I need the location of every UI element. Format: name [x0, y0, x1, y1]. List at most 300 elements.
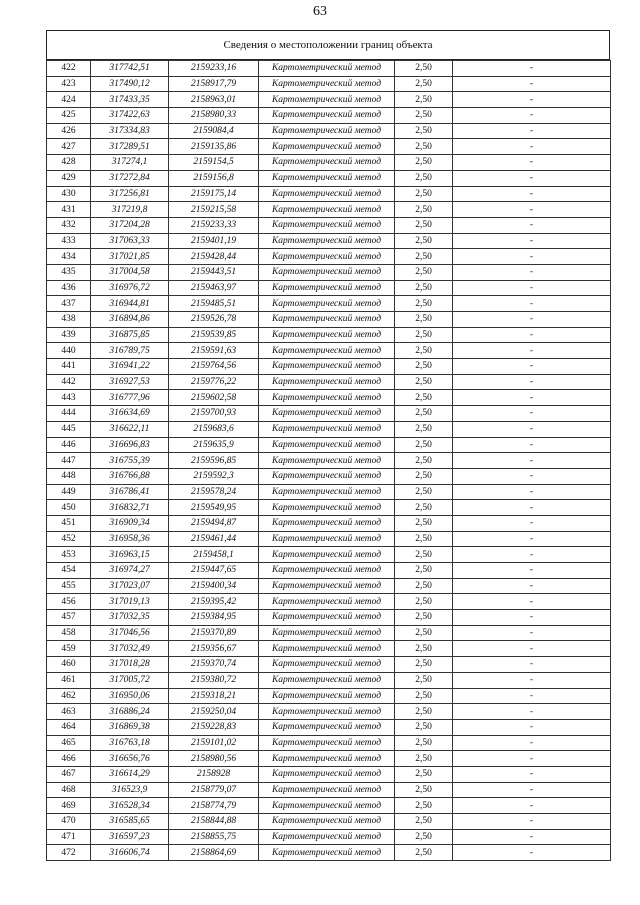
description-cell: -: [453, 343, 611, 359]
table-row: [47, 390, 611, 406]
description-cell: -: [453, 296, 611, 312]
x-coordinate-cell: 317334,83: [91, 123, 169, 139]
y-coordinate-cell: 2159461,44: [169, 531, 259, 547]
description-cell: -: [453, 625, 611, 641]
method-cell: Картометрический метод: [259, 421, 395, 437]
method-cell: Картометрический метод: [259, 108, 395, 124]
description-cell: -: [453, 657, 611, 673]
accuracy-cell: 2,50: [395, 594, 453, 610]
x-coordinate-cell: 316766,88: [91, 468, 169, 484]
point-number-cell: 469: [47, 798, 91, 814]
description-cell: -: [453, 829, 611, 845]
point-number-cell: 441: [47, 359, 91, 375]
method-cell: Картометрический метод: [259, 202, 395, 218]
point-number-cell: 425: [47, 108, 91, 124]
description-cell: -: [453, 672, 611, 688]
y-coordinate-cell: 2159700,93: [169, 406, 259, 422]
method-cell: Картометрический метод: [259, 672, 395, 688]
x-coordinate-cell: 316777,96: [91, 390, 169, 406]
method-cell: Картометрический метод: [259, 233, 395, 249]
x-coordinate-cell: 317019,13: [91, 594, 169, 610]
x-coordinate-cell: 316597,23: [91, 829, 169, 845]
method-cell: Картометрический метод: [259, 641, 395, 657]
description-cell: -: [453, 374, 611, 390]
description-cell: -: [453, 468, 611, 484]
point-number-cell: 422: [47, 61, 91, 77]
table-row: [47, 421, 611, 437]
accuracy-cell: 2,50: [395, 735, 453, 751]
x-coordinate-cell: 317021,85: [91, 249, 169, 265]
table-row: [47, 751, 611, 767]
x-coordinate-cell: 317256,81: [91, 186, 169, 202]
description-cell: -: [453, 735, 611, 751]
x-coordinate-cell: 317422,63: [91, 108, 169, 124]
point-number-cell: 464: [47, 719, 91, 735]
description-cell: -: [453, 139, 611, 155]
method-cell: Картометрический метод: [259, 719, 395, 735]
y-coordinate-cell: 2159135,86: [169, 139, 259, 155]
description-cell: -: [453, 531, 611, 547]
y-coordinate-cell: 2159494,87: [169, 515, 259, 531]
x-coordinate-cell: 316789,75: [91, 343, 169, 359]
method-cell: Картометрический метод: [259, 547, 395, 563]
y-coordinate-cell: 2159215,58: [169, 202, 259, 218]
x-coordinate-cell: 316606,74: [91, 845, 169, 861]
x-coordinate-cell: 317004,58: [91, 264, 169, 280]
method-cell: Картометрический метод: [259, 484, 395, 500]
point-number-cell: 466: [47, 751, 91, 767]
page-number: 63: [313, 4, 327, 19]
method-cell: Картометрический метод: [259, 280, 395, 296]
accuracy-cell: 2,50: [395, 766, 453, 782]
x-coordinate-cell: 316974,27: [91, 563, 169, 579]
method-cell: Картометрический метод: [259, 829, 395, 845]
y-coordinate-cell: 2159384,95: [169, 610, 259, 626]
method-cell: Картометрический метод: [259, 312, 395, 328]
table-row: [47, 625, 611, 641]
method-cell: Картометрический метод: [259, 170, 395, 186]
table-row: [47, 829, 611, 845]
y-coordinate-cell: 2158864,69: [169, 845, 259, 861]
method-cell: Картометрический метод: [259, 374, 395, 390]
description-cell: -: [453, 484, 611, 500]
point-number-cell: 443: [47, 390, 91, 406]
method-cell: Картометрический метод: [259, 406, 395, 422]
description-cell: -: [453, 327, 611, 343]
point-number-cell: 426: [47, 123, 91, 139]
description-cell: -: [453, 312, 611, 328]
table-row: [47, 343, 611, 359]
y-coordinate-cell: 2159458,1: [169, 547, 259, 563]
x-coordinate-cell: 317032,49: [91, 641, 169, 657]
x-coordinate-cell: 316528,34: [91, 798, 169, 814]
accuracy-cell: 2,50: [395, 374, 453, 390]
accuracy-cell: 2,50: [395, 359, 453, 375]
method-cell: Картометрический метод: [259, 688, 395, 704]
point-number-cell: 461: [47, 672, 91, 688]
method-cell: Картометрический метод: [259, 594, 395, 610]
accuracy-cell: 2,50: [395, 814, 453, 830]
table-row: [47, 814, 611, 830]
point-number-cell: 462: [47, 688, 91, 704]
description-cell: -: [453, 249, 611, 265]
x-coordinate-cell: 316869,38: [91, 719, 169, 735]
method-cell: Картометрический метод: [259, 515, 395, 531]
method-cell: Картометрический метод: [259, 798, 395, 814]
table-row: [47, 61, 611, 77]
description-cell: -: [453, 108, 611, 124]
table-row: [47, 155, 611, 171]
accuracy-cell: 2,50: [395, 751, 453, 767]
accuracy-cell: 2,50: [395, 437, 453, 453]
accuracy-cell: 2,50: [395, 453, 453, 469]
method-cell: Картометрический метод: [259, 845, 395, 861]
x-coordinate-cell: 316696,83: [91, 437, 169, 453]
table-row: [47, 531, 611, 547]
x-coordinate-cell: 316886,24: [91, 704, 169, 720]
table-row: [47, 719, 611, 735]
description-cell: -: [453, 500, 611, 516]
table-row: [47, 610, 611, 626]
point-number-cell: 442: [47, 374, 91, 390]
x-coordinate-cell: 316950,06: [91, 688, 169, 704]
y-coordinate-cell: 2158844,88: [169, 814, 259, 830]
table-row: [47, 437, 611, 453]
accuracy-cell: 2,50: [395, 500, 453, 516]
table-row: [47, 641, 611, 657]
x-coordinate-cell: 316585,65: [91, 814, 169, 830]
description-cell: -: [453, 202, 611, 218]
accuracy-cell: 2,50: [395, 217, 453, 233]
table-row: [47, 766, 611, 782]
point-number-cell: 453: [47, 547, 91, 563]
y-coordinate-cell: 2159428,44: [169, 249, 259, 265]
point-number-cell: 459: [47, 641, 91, 657]
point-number-cell: 451: [47, 515, 91, 531]
table-row: [47, 594, 611, 610]
table-row: [47, 264, 611, 280]
y-coordinate-cell: 2159154,5: [169, 155, 259, 171]
table-row: [47, 704, 611, 720]
description-cell: -: [453, 233, 611, 249]
method-cell: Картометрический метод: [259, 453, 395, 469]
x-coordinate-cell: 316944,81: [91, 296, 169, 312]
description-cell: -: [453, 610, 611, 626]
y-coordinate-cell: 2159228,83: [169, 719, 259, 735]
description-cell: -: [453, 406, 611, 422]
table-row: [47, 672, 611, 688]
description-cell: -: [453, 170, 611, 186]
accuracy-cell: 2,50: [395, 186, 453, 202]
method-cell: Картометрический метод: [259, 76, 395, 92]
x-coordinate-cell: 316786,41: [91, 484, 169, 500]
x-coordinate-cell: 316755,39: [91, 453, 169, 469]
x-coordinate-cell: 316634,69: [91, 406, 169, 422]
table-row: [47, 688, 611, 704]
table-row: [47, 782, 611, 798]
accuracy-cell: 2,50: [395, 845, 453, 861]
accuracy-cell: 2,50: [395, 563, 453, 579]
method-cell: Картометрический метод: [259, 155, 395, 171]
x-coordinate-cell: 316875,85: [91, 327, 169, 343]
method-cell: Картометрический метод: [259, 327, 395, 343]
accuracy-cell: 2,50: [395, 657, 453, 673]
method-cell: Картометрический метод: [259, 217, 395, 233]
table-row: [47, 123, 611, 139]
method-cell: Картометрический метод: [259, 343, 395, 359]
description-cell: -: [453, 688, 611, 704]
table-row: [47, 312, 611, 328]
x-coordinate-cell: 317063,33: [91, 233, 169, 249]
method-cell: Картометрический метод: [259, 610, 395, 626]
description-cell: -: [453, 155, 611, 171]
x-coordinate-cell: 317018,28: [91, 657, 169, 673]
point-number-cell: 449: [47, 484, 91, 500]
accuracy-cell: 2,50: [395, 343, 453, 359]
y-coordinate-cell: 2158980,33: [169, 108, 259, 124]
accuracy-cell: 2,50: [395, 170, 453, 186]
description-cell: -: [453, 782, 611, 798]
accuracy-cell: 2,50: [395, 123, 453, 139]
y-coordinate-cell: 2158774,79: [169, 798, 259, 814]
coordinates-table: [46, 60, 611, 861]
accuracy-cell: 2,50: [395, 610, 453, 626]
y-coordinate-cell: 2159250,04: [169, 704, 259, 720]
description-cell: -: [453, 798, 611, 814]
y-coordinate-cell: 2159526,78: [169, 312, 259, 328]
method-cell: Картометрический метод: [259, 657, 395, 673]
point-number-cell: 439: [47, 327, 91, 343]
point-number-cell: 440: [47, 343, 91, 359]
accuracy-cell: 2,50: [395, 327, 453, 343]
accuracy-cell: 2,50: [395, 202, 453, 218]
description-cell: -: [453, 453, 611, 469]
description-cell: -: [453, 515, 611, 531]
method-cell: Картометрический метод: [259, 296, 395, 312]
x-coordinate-cell: 317272,84: [91, 170, 169, 186]
y-coordinate-cell: 2159485,51: [169, 296, 259, 312]
y-coordinate-cell: 2159764,56: [169, 359, 259, 375]
point-number-cell: 467: [47, 766, 91, 782]
table-row: [47, 296, 611, 312]
description-cell: -: [453, 76, 611, 92]
table-row: [47, 500, 611, 516]
point-number-cell: 452: [47, 531, 91, 547]
table-row: [47, 217, 611, 233]
table-row: [47, 845, 611, 861]
method-cell: Картометрический метод: [259, 249, 395, 265]
point-number-cell: 427: [47, 139, 91, 155]
accuracy-cell: 2,50: [395, 468, 453, 484]
point-number-cell: 431: [47, 202, 91, 218]
description-cell: -: [453, 359, 611, 375]
x-coordinate-cell: 317274,1: [91, 155, 169, 171]
x-coordinate-cell: 317219,8: [91, 202, 169, 218]
y-coordinate-cell: 2159356,67: [169, 641, 259, 657]
method-cell: Картометрический метод: [259, 500, 395, 516]
x-coordinate-cell: 317005,72: [91, 672, 169, 688]
accuracy-cell: 2,50: [395, 641, 453, 657]
method-cell: Картометрический метод: [259, 766, 395, 782]
y-coordinate-cell: 2159463,97: [169, 280, 259, 296]
x-coordinate-cell: 316763,18: [91, 735, 169, 751]
description-cell: -: [453, 594, 611, 610]
x-coordinate-cell: 316614,29: [91, 766, 169, 782]
point-number-cell: 432: [47, 217, 91, 233]
y-coordinate-cell: 2159233,33: [169, 217, 259, 233]
point-number-cell: 465: [47, 735, 91, 751]
y-coordinate-cell: 2159443,51: [169, 264, 259, 280]
accuracy-cell: 2,50: [395, 296, 453, 312]
description-cell: -: [453, 814, 611, 830]
accuracy-cell: 2,50: [395, 249, 453, 265]
accuracy-cell: 2,50: [395, 719, 453, 735]
description-cell: -: [453, 704, 611, 720]
point-number-cell: 435: [47, 264, 91, 280]
point-number-cell: 444: [47, 406, 91, 422]
method-cell: Картометрический метод: [259, 92, 395, 108]
x-coordinate-cell: 317032,35: [91, 610, 169, 626]
y-coordinate-cell: 2159592,3: [169, 468, 259, 484]
x-coordinate-cell: 317490,12: [91, 76, 169, 92]
point-number-cell: 454: [47, 563, 91, 579]
point-number-cell: 434: [47, 249, 91, 265]
accuracy-cell: 2,50: [395, 390, 453, 406]
y-coordinate-cell: 2159395,42: [169, 594, 259, 610]
description-cell: -: [453, 217, 611, 233]
description-cell: -: [453, 186, 611, 202]
y-coordinate-cell: 2159539,85: [169, 327, 259, 343]
table-row: [47, 547, 611, 563]
description-cell: -: [453, 641, 611, 657]
accuracy-cell: 2,50: [395, 264, 453, 280]
table-row: [47, 735, 611, 751]
method-cell: Картометрический метод: [259, 359, 395, 375]
table-row: [47, 453, 611, 469]
x-coordinate-cell: 316927,53: [91, 374, 169, 390]
x-coordinate-cell: 316909,34: [91, 515, 169, 531]
x-coordinate-cell: 316976,72: [91, 280, 169, 296]
table-row: [47, 515, 611, 531]
point-number-cell: 423: [47, 76, 91, 92]
x-coordinate-cell: 317204,28: [91, 217, 169, 233]
table-row: [47, 578, 611, 594]
table-row: [47, 92, 611, 108]
accuracy-cell: 2,50: [395, 108, 453, 124]
y-coordinate-cell: 2159683,6: [169, 421, 259, 437]
description-cell: -: [453, 280, 611, 296]
y-coordinate-cell: 2159549,95: [169, 500, 259, 516]
y-coordinate-cell: 2159635,9: [169, 437, 259, 453]
y-coordinate-cell: 2159233,16: [169, 61, 259, 77]
accuracy-cell: 2,50: [395, 139, 453, 155]
method-cell: Картометрический метод: [259, 782, 395, 798]
table-row: [47, 170, 611, 186]
y-coordinate-cell: 2159776,22: [169, 374, 259, 390]
y-coordinate-cell: 2159596,85: [169, 453, 259, 469]
description-cell: -: [453, 123, 611, 139]
table-row: [47, 563, 611, 579]
y-coordinate-cell: 2158779,07: [169, 782, 259, 798]
y-coordinate-cell: 2158855,75: [169, 829, 259, 845]
boundary-table: [46, 30, 610, 861]
y-coordinate-cell: 2159591,63: [169, 343, 259, 359]
description-cell: -: [453, 578, 611, 594]
table-row: [47, 359, 611, 375]
point-number-cell: 456: [47, 594, 91, 610]
point-number-cell: 433: [47, 233, 91, 249]
x-coordinate-cell: 316894,86: [91, 312, 169, 328]
point-number-cell: 455: [47, 578, 91, 594]
x-coordinate-cell: 316832,71: [91, 500, 169, 516]
method-cell: Картометрический метод: [259, 751, 395, 767]
method-cell: Картометрический метод: [259, 61, 395, 77]
description-cell: -: [453, 61, 611, 77]
table-row: [47, 484, 611, 500]
accuracy-cell: 2,50: [395, 484, 453, 500]
x-coordinate-cell: 316941,22: [91, 359, 169, 375]
description-cell: -: [453, 845, 611, 861]
description-cell: -: [453, 547, 611, 563]
accuracy-cell: 2,50: [395, 829, 453, 845]
method-cell: Картометрический метод: [259, 563, 395, 579]
accuracy-cell: 2,50: [395, 688, 453, 704]
accuracy-cell: 2,50: [395, 233, 453, 249]
point-number-cell: 470: [47, 814, 91, 830]
method-cell: Картометрический метод: [259, 704, 395, 720]
x-coordinate-cell: 317289,51: [91, 139, 169, 155]
x-coordinate-cell: 317023,07: [91, 578, 169, 594]
description-cell: -: [453, 421, 611, 437]
table-row: [47, 798, 611, 814]
table-body: [47, 61, 611, 861]
method-cell: Картометрический метод: [259, 531, 395, 547]
description-cell: -: [453, 563, 611, 579]
y-coordinate-cell: 2159380,72: [169, 672, 259, 688]
point-number-cell: 472: [47, 845, 91, 861]
y-coordinate-cell: 2159084,4: [169, 123, 259, 139]
table-row: [47, 657, 611, 673]
accuracy-cell: 2,50: [395, 312, 453, 328]
accuracy-cell: 2,50: [395, 531, 453, 547]
y-coordinate-cell: 2159578,24: [169, 484, 259, 500]
table-row: [47, 468, 611, 484]
point-number-cell: 447: [47, 453, 91, 469]
point-number-cell: 437: [47, 296, 91, 312]
table-row: [47, 327, 611, 343]
method-cell: Картометрический метод: [259, 186, 395, 202]
y-coordinate-cell: 2159370,89: [169, 625, 259, 641]
method-cell: Картометрический метод: [259, 814, 395, 830]
x-coordinate-cell: 317433,35: [91, 92, 169, 108]
point-number-cell: 430: [47, 186, 91, 202]
description-cell: -: [453, 719, 611, 735]
method-cell: Картометрический метод: [259, 625, 395, 641]
y-coordinate-cell: 2159400,34: [169, 578, 259, 594]
description-cell: -: [453, 390, 611, 406]
accuracy-cell: 2,50: [395, 280, 453, 296]
accuracy-cell: 2,50: [395, 76, 453, 92]
y-coordinate-cell: 2158928: [169, 766, 259, 782]
accuracy-cell: 2,50: [395, 421, 453, 437]
y-coordinate-cell: 2159318,21: [169, 688, 259, 704]
method-cell: Картометрический метод: [259, 578, 395, 594]
point-number-cell: 445: [47, 421, 91, 437]
method-cell: Картометрический метод: [259, 437, 395, 453]
accuracy-cell: 2,50: [395, 515, 453, 531]
accuracy-cell: 2,50: [395, 798, 453, 814]
table-row: [47, 374, 611, 390]
